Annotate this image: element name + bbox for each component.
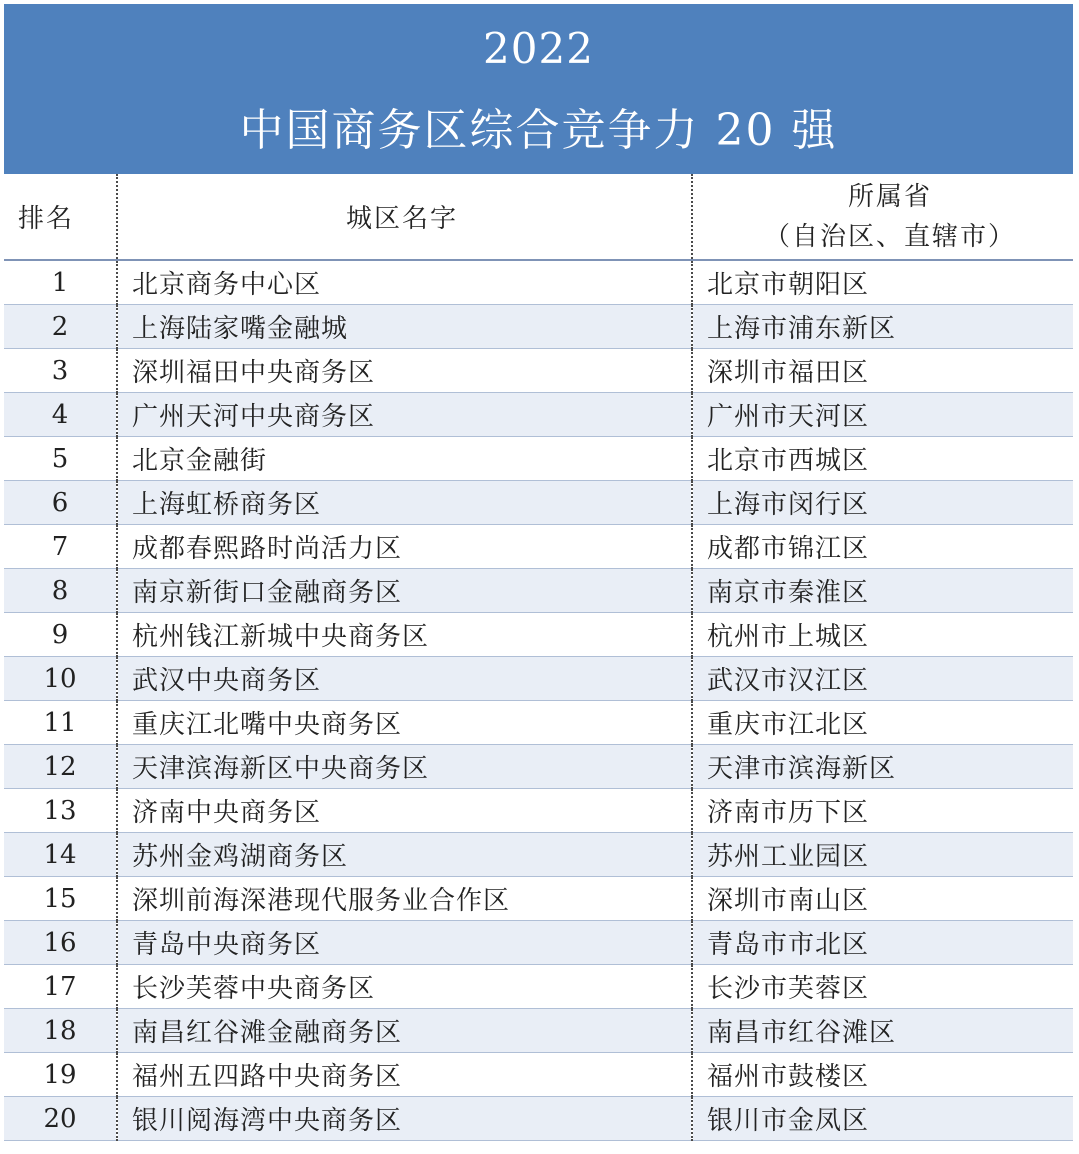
rank-cell: 15 (4, 877, 117, 921)
province-cell: 济南市历下区 (692, 789, 1073, 833)
table-row (4, 349, 1073, 393)
ranking-sheet (4, 4, 1073, 1141)
district-name-cell: 天津滨海新区中央商务区 (117, 745, 692, 789)
district-name-cell: 济南中央商务区 (117, 789, 692, 833)
district-name-cell: 杭州钱江新城中央商务区 (117, 613, 692, 657)
province-cell: 苏州工业园区 (692, 833, 1073, 877)
district-name-cell: 南昌红谷滩金融商务区 (117, 1009, 692, 1053)
rank-cell: 8 (4, 569, 117, 613)
ranking-table (4, 174, 1073, 1141)
rank-cell: 19 (4, 1053, 117, 1097)
province-cell: 南京市秦淮区 (692, 569, 1073, 613)
table-row (4, 1097, 1073, 1141)
table-row (4, 833, 1073, 877)
district-name-cell: 福州五四路中央商务区 (117, 1053, 692, 1097)
district-name-cell: 广州天河中央商务区 (117, 393, 692, 437)
province-cell: 深圳市南山区 (692, 877, 1073, 921)
rank-cell: 2 (4, 305, 117, 349)
rank-cell: 20 (4, 1097, 117, 1141)
title-banner (4, 4, 1073, 174)
district-name-cell: 长沙芙蓉中央商务区 (117, 965, 692, 1009)
district-name-cell: 上海虹桥商务区 (117, 481, 692, 525)
table-row (4, 260, 1073, 305)
table-row (4, 789, 1073, 833)
header-row (4, 174, 1073, 260)
province-cell: 北京市朝阳区 (692, 260, 1073, 305)
province-cell: 福州市鼓楼区 (692, 1053, 1073, 1097)
rank-cell: 18 (4, 1009, 117, 1053)
district-name-cell: 苏州金鸡湖商务区 (117, 833, 692, 877)
table-row (4, 965, 1073, 1009)
district-name-cell: 青岛中央商务区 (117, 921, 692, 965)
table-row (4, 1053, 1073, 1097)
header-province-line2: （自治区、直辖市） (763, 221, 1016, 252)
province-cell: 深圳市福田区 (692, 349, 1073, 393)
rank-cell: 3 (4, 349, 117, 393)
province-cell: 重庆市江北区 (692, 701, 1073, 745)
province-cell: 成都市锦江区 (692, 525, 1073, 569)
province-cell: 北京市西城区 (692, 437, 1073, 481)
header-province (692, 174, 1073, 260)
province-cell: 银川市金凤区 (692, 1097, 1073, 1141)
district-name-cell: 重庆江北嘴中央商务区 (117, 701, 692, 745)
rank-cell: 6 (4, 481, 117, 525)
header-name: 城区名字 (117, 174, 692, 260)
rank-cell: 5 (4, 437, 117, 481)
district-name-cell: 深圳前海深港现代服务业合作区 (117, 877, 692, 921)
title-main: 中国商务区综合竞争力 20 强 (239, 105, 838, 156)
table-row (4, 745, 1073, 789)
district-name-cell: 银川阅海湾中央商务区 (117, 1097, 692, 1141)
rank-cell: 13 (4, 789, 117, 833)
rank-cell: 16 (4, 921, 117, 965)
rank-cell: 10 (4, 657, 117, 701)
title-year: 2022 (483, 24, 594, 73)
district-name-cell: 北京金融街 (117, 437, 692, 481)
rank-cell: 12 (4, 745, 117, 789)
province-cell: 长沙市芙蓉区 (692, 965, 1073, 1009)
table-row (4, 1009, 1073, 1053)
table-row (4, 657, 1073, 701)
header-province-line1: 所属省 (847, 181, 932, 212)
district-name-cell: 深圳福田中央商务区 (117, 349, 692, 393)
rank-cell: 7 (4, 525, 117, 569)
province-cell: 杭州市上城区 (692, 613, 1073, 657)
rank-cell: 1 (4, 260, 117, 305)
table-row (4, 613, 1073, 657)
province-cell: 天津市滨海新区 (692, 745, 1073, 789)
district-name-cell: 成都春熙路时尚活力区 (117, 525, 692, 569)
province-cell: 武汉市汉江区 (692, 657, 1073, 701)
province-cell: 南昌市红谷滩区 (692, 1009, 1073, 1053)
table-row (4, 877, 1073, 921)
rank-cell: 17 (4, 965, 117, 1009)
table-row (4, 921, 1073, 965)
rank-cell: 14 (4, 833, 117, 877)
table-body (4, 260, 1073, 1141)
header-rank: 排名 (4, 174, 117, 260)
table-row (4, 701, 1073, 745)
district-name-cell: 武汉中央商务区 (117, 657, 692, 701)
rank-cell: 11 (4, 701, 117, 745)
table-row (4, 569, 1073, 613)
district-name-cell: 北京商务中心区 (117, 260, 692, 305)
table-row (4, 481, 1073, 525)
province-cell: 青岛市市北区 (692, 921, 1073, 965)
table-row (4, 393, 1073, 437)
rank-cell: 4 (4, 393, 117, 437)
table-row (4, 437, 1073, 481)
table-row (4, 305, 1073, 349)
table-row (4, 525, 1073, 569)
district-name-cell: 上海陆家嘴金融城 (117, 305, 692, 349)
province-cell: 上海市闵行区 (692, 481, 1073, 525)
rank-cell: 9 (4, 613, 117, 657)
province-cell: 上海市浦东新区 (692, 305, 1073, 349)
province-cell: 广州市天河区 (692, 393, 1073, 437)
district-name-cell: 南京新街口金融商务区 (117, 569, 692, 613)
